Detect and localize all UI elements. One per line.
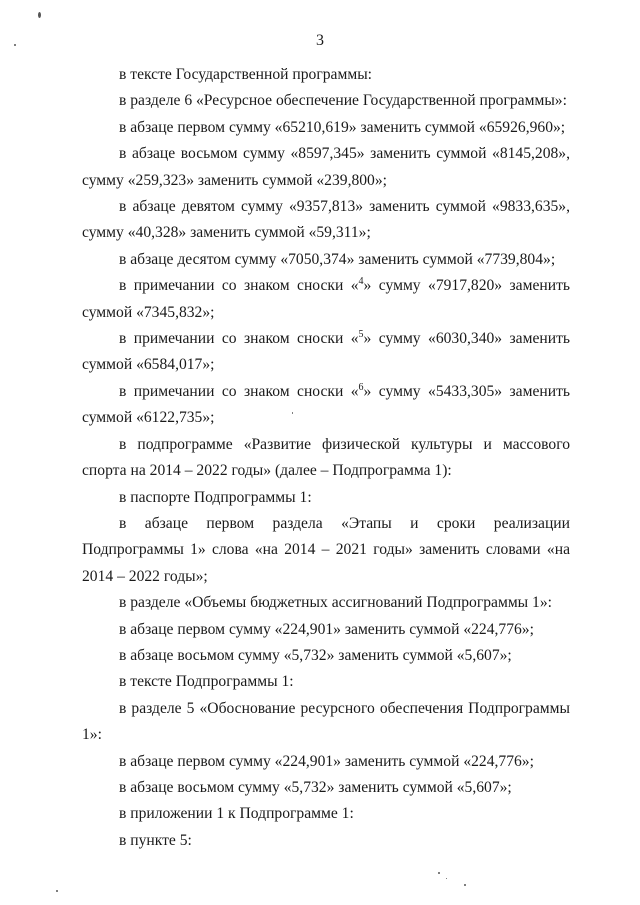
scan-speck xyxy=(292,412,293,414)
paragraph: в абзаце первом сумму «65210,619» заменить суммой «65926,960»; xyxy=(119,118,566,136)
paragraph-text: » сумму «6030,340» заменить суммой «6584,017»; xyxy=(82,330,571,374)
footnote-mark: 5 xyxy=(358,329,364,341)
paragraph: в паспорте Подпрограммы 1: xyxy=(119,488,312,506)
paragraph: в абзаце первом сумму «224,901» заменить суммой «224,776»; xyxy=(119,752,534,770)
scan-speck xyxy=(438,872,440,874)
paragraph: в тексте Государственной программы: xyxy=(119,66,373,83)
paragraph: в разделе 6 «Ресурсное обеспечение Государственной программы»: xyxy=(119,92,567,110)
paragraph-footnote-5 xyxy=(82,326,570,379)
paragraph-text: в примечании со знаком сноски « xyxy=(119,382,359,400)
paragraph-text: в примечании со знаком сноски « xyxy=(119,330,359,348)
paragraph: в абзаце десятом сумму «7050,374» заменить суммой «7739,804»; xyxy=(119,250,556,268)
paragraph-text: » сумму «7917,820» заменить суммой «7345,832»; xyxy=(82,277,571,321)
scan-speck xyxy=(14,44,16,46)
paragraph: в разделе 5 «Обоснование ресурсного обеспечения Подпрограммы 1»: xyxy=(82,699,570,744)
paragraph: в подпрограмме «Развитие физической культуры и массового спорта на 2014 – 2022 годы» (далее – Подпрограмма 1): xyxy=(82,435,570,480)
paragraph: в приложении 1 к Подпрограмме 1: xyxy=(119,805,354,823)
paragraph-text: в примечании со знаком сноски « xyxy=(119,277,359,295)
paragraph: в абзаце восьмом сумму «8597,345» заменить суммой «8145,208», сумму «259,323» заменить суммой «239,800»; xyxy=(82,145,570,189)
paragraph-text: » сумму «5433,305» заменить суммой «6122,735»; xyxy=(82,382,571,427)
paragraph: в абзаце восьмом сумму «5,732» заменить суммой «5,607»; xyxy=(119,646,512,664)
page-number: 3 xyxy=(316,32,324,49)
paragraph-footnote-6 xyxy=(82,379,570,432)
scan-speck xyxy=(446,878,447,879)
document-body xyxy=(82,62,570,854)
scan-speck xyxy=(56,890,58,892)
scan-speck xyxy=(464,884,466,886)
footnote-mark: 4 xyxy=(358,276,364,288)
paragraph: в разделе «Объемы бюджетных ассигнований Подпрограммы 1»: xyxy=(119,594,552,612)
paragraph: в абзаце первом сумму «224,901» заменить суммой «224,776»; xyxy=(119,620,534,638)
footnote-mark: 6 xyxy=(358,381,364,393)
paragraph: в абзаце восьмом сумму «5,732» заменить суммой «5,607»; xyxy=(119,778,512,796)
paragraph: в тексте Подпрограммы 1: xyxy=(119,673,294,691)
paragraph: в абзаце девятом сумму «9357,813» заменить суммой «9833,635», сумму «40,328» заменить суммой «59,311»; xyxy=(82,198,570,242)
paragraph-footnote-4 xyxy=(82,273,570,326)
paragraph: в пункте 5: xyxy=(119,831,192,849)
scan-speck xyxy=(38,12,41,18)
paragraph: в абзаце первом раздела «Этапы и сроки реализации Подпрограммы 1» слова «на 2014 – 2021 годы» заменить словами «на 2014 – 2022 годы»; xyxy=(82,514,570,585)
